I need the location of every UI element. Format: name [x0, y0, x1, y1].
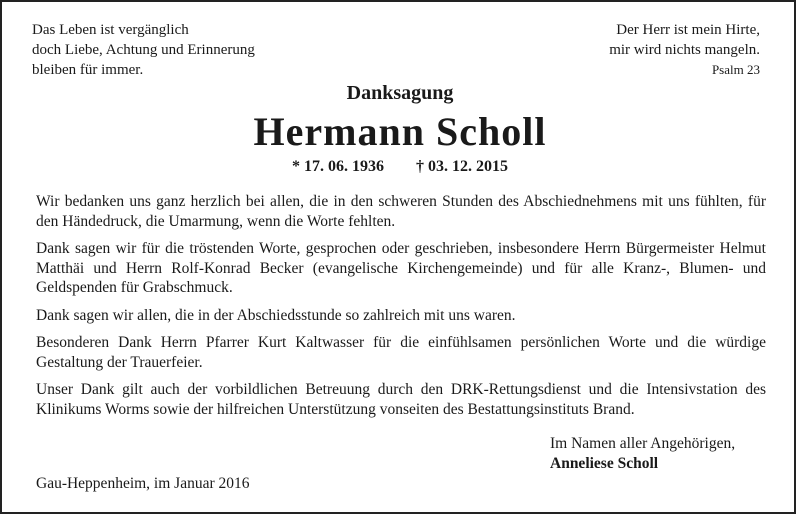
- place-date: Gau-Heppenheim, im Januar 2016: [36, 475, 250, 492]
- quote-left-line: Das Leben ist vergänglich: [32, 22, 189, 38]
- body-paragraph: Besonderen Dank Herrn Pfarrer Kurt Kaltwasser für die einfühlsamen persönlichen Worte und die würdige Gestaltung der Trauerfeier.: [36, 334, 766, 371]
- birth-date: * 17. 06. 1936: [292, 158, 384, 175]
- quote-source: Psalm 23: [711, 62, 760, 77]
- deceased-name: Hermann Scholl: [253, 109, 547, 154]
- closing-line: Im Namen aller Angehörigen,: [550, 435, 736, 452]
- body-paragraph: Unser Dank gilt auch der vorbildlichen Betreuung durch den DRK-Rettungsdienst und die Intensivstation des Klinikums Worms sowie der hilfreichen Unterstützung vonseiten des Bestattungsinstituts Brand.: [36, 381, 766, 418]
- body-paragraph: Dank sagen wir für die tröstenden Worte, gesprochen oder geschrieben, insbesondere Herrn Bürgermeister Helmut Matthäi und Herrn Rolf-Konrad Becker (evangelische Kirchengemeinde) und für alle Kranz-, Blumen- und Geldspenden für Grabschmuck.: [36, 240, 766, 296]
- quote-right-line: mir wird nichts mangeln.: [609, 42, 760, 58]
- quote-left-line: doch Liebe, Achtung und Erinnerung: [32, 42, 255, 58]
- body-paragraph: Dank sagen wir allen, die in der Abschiedsstunde so zahlreich mit uns waren.: [36, 306, 516, 324]
- closing-signature: [550, 434, 735, 474]
- body-paragraph: Wir bedanken uns ganz herzlich bei allen, die in den schweren Stunden des Abschiednehmens mit uns fühlten, für den Händedruck, die Umarmung, wenn die Worte fehlten.: [36, 193, 766, 230]
- notice-body: [36, 192, 766, 427]
- death-date: † 03. 12. 2015: [416, 158, 508, 175]
- quote-left: [32, 20, 255, 80]
- notice-heading: Danksagung: [346, 82, 454, 104]
- quote-right-line: Der Herr ist mein Hirte,: [616, 22, 760, 38]
- quote-right: [609, 20, 760, 80]
- life-dates: [0, 158, 800, 176]
- signer-name: Anneliese Scholl: [550, 455, 659, 472]
- quote-left-line: bleiben für immer.: [32, 62, 144, 78]
